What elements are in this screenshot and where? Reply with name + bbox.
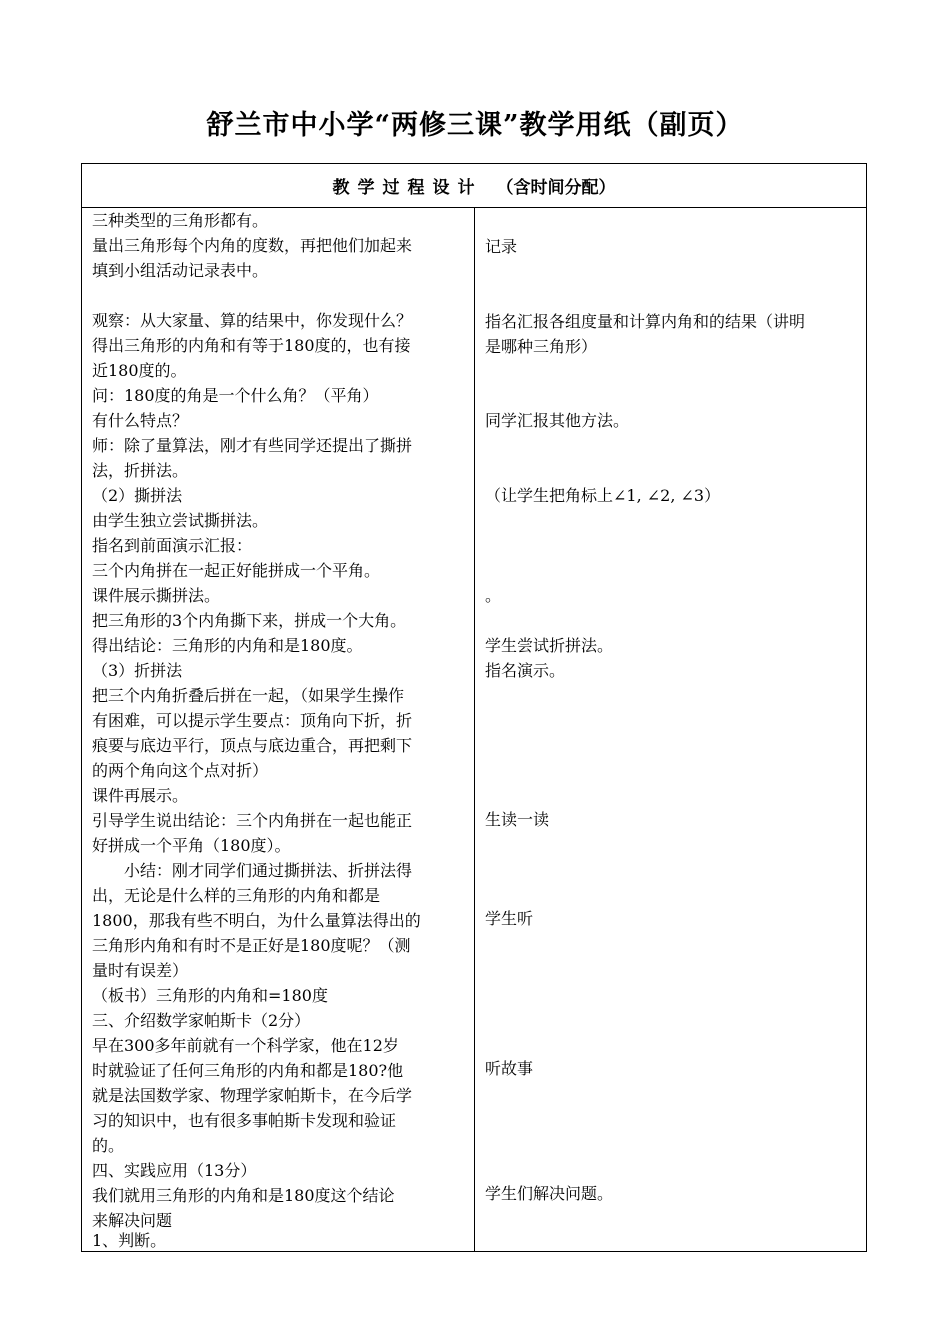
left-line: 把三个内角折叠后拼在一起，（如果学生操作 bbox=[92, 686, 405, 705]
left-line: 时就验证了任何三角形的内角和都是180?他 bbox=[92, 1061, 404, 1080]
left-line: 师：除了量算法，刚才有些同学还提出了撕拼 bbox=[92, 436, 413, 455]
left-line: 观察：从大家量、算的结果中，你发现什么？ bbox=[92, 311, 413, 330]
header-main: 教学过程设计 bbox=[332, 178, 483, 198]
left-line: 出，无论是什么样的三角形的内角和都是 bbox=[92, 886, 381, 905]
right-line: （让学生把角标上∠1, ∠2, ∠3） bbox=[485, 486, 721, 505]
right-line: 学生尝试折拼法。 bbox=[485, 636, 614, 655]
left-line: 好拼成一个平角（180度）。 bbox=[92, 836, 291, 855]
left-line: 小结：刚才同学们通过撕拼法、折拼法得 bbox=[92, 861, 413, 880]
left-line: 早在300多年前就有一个科学家，他在12岁 bbox=[92, 1036, 399, 1055]
left-line: 量出三角形每个内角的度数，再把他们加起来 bbox=[92, 236, 413, 255]
left-line: 来解决问题 bbox=[92, 1211, 173, 1230]
left-line: 三、介绍数学家帕斯卡（2分） bbox=[92, 1011, 311, 1030]
left-line: 就是法国数学家、物理学家帕斯卡，在今后学 bbox=[92, 1086, 413, 1105]
right-line: 听故事 bbox=[485, 1059, 534, 1078]
column-divider bbox=[474, 208, 475, 1252]
left-line: （2）撕拼法 bbox=[92, 486, 183, 505]
left-line: 填到小组活动记录表中。 bbox=[92, 261, 269, 280]
left-line: 由学生独立尝试撕拼法。 bbox=[92, 511, 269, 530]
left-line: 1、判断。 bbox=[92, 1231, 167, 1250]
left-line: 三角形内角和有时不是正好是180度呢？（测 bbox=[92, 936, 411, 955]
left-line: 习的知识中，也有很多事帕斯卡发现和验证 bbox=[92, 1111, 397, 1130]
left-line: 1800，那我有些不明白，为什么量算法得出的 bbox=[92, 911, 421, 930]
right-line: 指名汇报各组度量和计算内角和的结果（讲明 bbox=[485, 312, 806, 331]
right-line: 生读一读 bbox=[485, 810, 550, 829]
lesson-table bbox=[81, 163, 867, 1252]
left-line: 三个内角拼在一起正好能拼成一个平角。 bbox=[92, 561, 381, 580]
right-line: 学生们解决问题。 bbox=[485, 1184, 614, 1203]
left-line: （板书）三角形的内角和=180度 bbox=[92, 986, 328, 1005]
left-line: 问：180度的角是一个什么角？（平角） bbox=[92, 386, 379, 405]
left-line: 课件再展示。 bbox=[92, 786, 189, 805]
left-line: 四、实践应用（13分） bbox=[92, 1161, 257, 1180]
left-line: 我们就用三角形的内角和是180度这个结论 bbox=[92, 1186, 395, 1205]
left-line: （3）折拼法 bbox=[92, 661, 183, 680]
header-note: （含时间分配） bbox=[496, 178, 616, 198]
left-line: 量时有误差） bbox=[92, 961, 189, 980]
left-line: 近180度的。 bbox=[92, 361, 187, 380]
left-line: 得出结论：三角形的内角和是180度。 bbox=[92, 636, 363, 655]
page-title: 舒兰市中小学“两修三课”教学用纸（副页） bbox=[206, 110, 744, 141]
left-line: 有困难，可以提示学生要点：顶角向下折，折 bbox=[92, 711, 413, 730]
left-line: 痕要与底边平行，顶点与底边重合，再把剩下 bbox=[92, 736, 413, 755]
left-line: 有什么特点？ bbox=[92, 411, 189, 430]
left-line: 指名到前面演示汇报： bbox=[92, 536, 253, 555]
table-header bbox=[82, 164, 866, 208]
left-line: 的。 bbox=[92, 1136, 125, 1155]
left-line: 把三角形的3个内角撕下来，拼成一个大角。 bbox=[92, 611, 407, 630]
left-line: 得出三角形的内角和有等于180度的，也有接 bbox=[92, 336, 411, 355]
left-line: 课件展示撕拼法。 bbox=[92, 586, 221, 605]
left-line: 引导学生说出结论：三个内角拼在一起也能正 bbox=[92, 811, 413, 830]
left-line: 三种类型的三角形都有。 bbox=[92, 211, 269, 230]
left-line: 的两个角向这个点对折） bbox=[92, 761, 269, 780]
left-line: 法，折拼法。 bbox=[92, 461, 189, 480]
right-line: 。 bbox=[485, 586, 502, 605]
right-line: 学生听 bbox=[485, 909, 534, 928]
right-line: 记录 bbox=[485, 237, 518, 256]
right-line: 是哪种三角形） bbox=[485, 337, 598, 356]
right-line: 同学汇报其他方法。 bbox=[485, 411, 630, 430]
right-line: 指名演示。 bbox=[485, 661, 566, 680]
